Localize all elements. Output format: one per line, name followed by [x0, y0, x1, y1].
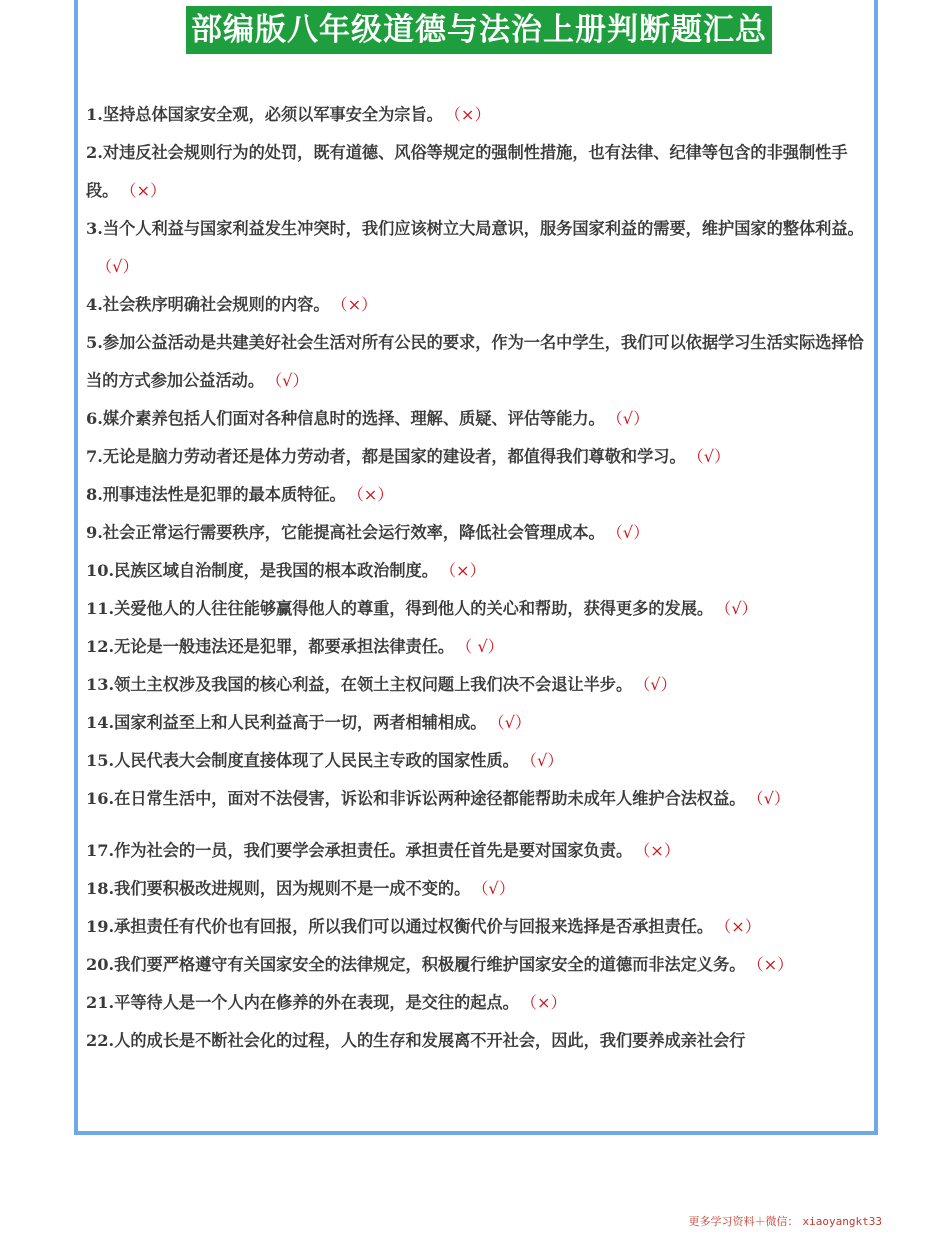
question-answer: （×） [642, 841, 681, 860]
question-text: 对违反社会规则行为的处罚，既有道德、风俗等规定的强制性措施，也有法律、纪律等包含的非强制性手段。 [86, 143, 848, 200]
question-text: 民族区域自治制度，是我国的根本政治制度。 [114, 561, 438, 580]
question-answer: （√） [96, 257, 139, 276]
question-text: 参加公益活动是共建美好社会生活对所有公民的要求，作为一名中学生，我们可以依据学习生活实际选择恰当的方式参加公益活动。 [86, 333, 864, 390]
question-number: 7. [86, 447, 103, 466]
question-number: 4. [86, 295, 103, 314]
question-text: 社会正常运行需要秩序，它能提高社会运行效率，降低社会管理成本。 [102, 523, 605, 542]
footer-account: xiaoyangkt33 [802, 1215, 882, 1228]
question-text: 无论是一般违法还是犯罪，都要承担法律责任。 [114, 637, 455, 656]
question-item [86, 946, 876, 984]
question-number: 3. [86, 219, 103, 238]
question-number: 5. [86, 333, 103, 352]
question-text: 人的成长是不断社会化的过程，人的生存和发展离不开社会，因此，我们要养成亲社会行 [114, 1031, 746, 1050]
question-list [86, 96, 876, 1060]
question-number: 13. [86, 675, 115, 694]
footer-note [689, 1213, 882, 1229]
question-item [86, 908, 876, 946]
question-number: 12. [86, 637, 115, 656]
question-answer: （×） [528, 993, 567, 1012]
question-answer: （√） [642, 675, 677, 694]
question-text: 坚持总体国家安全观，必须以军事安全为宗旨。 [102, 105, 443, 124]
footer-text: 更多学习资料＋微信： [688, 1215, 799, 1228]
question-number: 15. [86, 751, 115, 770]
question-answer: （×） [339, 295, 378, 314]
question-text: 无论是脑力劳动者还是体力劳动者，都是国家的建设者，都值得我们尊敬和学习。 [102, 447, 686, 466]
question-number: 6. [86, 409, 103, 428]
question-answer: （ √） [464, 637, 504, 656]
question-item [86, 590, 876, 628]
question-answer: （×） [128, 181, 167, 200]
question-item [86, 438, 876, 476]
question-item [86, 286, 876, 324]
question-item [86, 552, 876, 590]
question-item [86, 400, 876, 438]
question-number: 10. [86, 561, 115, 580]
question-number: 17. [86, 841, 115, 860]
question-number: 20. [86, 955, 115, 974]
question-item [86, 1022, 876, 1060]
question-answer: （×） [355, 485, 394, 504]
question-answer: （×） [447, 561, 486, 580]
question-item [86, 324, 876, 400]
question-number: 18. [86, 879, 115, 898]
question-number: 22. [86, 1031, 115, 1050]
question-text: 当个人利益与国家利益发生冲突时，我们应该树立大局意识，服务国家利益的需要，维护国家的整体利益。 [102, 219, 864, 238]
question-number: 1. [86, 105, 103, 124]
question-answer: （√） [496, 713, 532, 732]
question-item [86, 134, 876, 210]
question-text: 刑事违法性是犯罪的最本质特征。 [102, 485, 346, 504]
question-item [86, 514, 876, 552]
question-text: 国家利益至上和人民利益高于一切，两者相辅相成。 [114, 713, 487, 732]
question-answer: （×） [723, 917, 761, 936]
question-item [86, 210, 876, 286]
question-item [86, 628, 876, 666]
question-answer: （√） [723, 599, 758, 618]
spacer [86, 818, 876, 832]
question-number: 11. [86, 599, 115, 618]
question-answer: （√） [695, 447, 731, 466]
question-number: 8. [86, 485, 103, 504]
question-item [86, 780, 876, 818]
question-text: 关爱他人的人往往能够赢得他人的尊重，得到他人的关心和帮助，获得更多的发展。 [114, 599, 714, 618]
question-item [86, 476, 876, 514]
question-text: 承担责任有代价也有回报，所以我们可以通过权衡代价与回报来选择是否承担责任。 [114, 917, 714, 936]
question-answer: （×） [452, 105, 491, 124]
question-item [86, 666, 876, 704]
question-answer: （√） [528, 751, 564, 770]
question-item [86, 704, 876, 742]
question-answer: （√） [480, 879, 515, 898]
question-item [86, 96, 876, 134]
question-text: 我们要积极改进规则，因为规则不是一成不变的。 [114, 879, 471, 898]
question-number: 16. [86, 789, 115, 808]
question-answer: （×） [755, 955, 794, 974]
question-text: 人民代表大会制度直接体现了人民民主专政的国家性质。 [114, 751, 519, 770]
question-item [86, 742, 876, 780]
question-number: 2. [86, 143, 103, 162]
question-text: 作为社会的一员，我们要学会承担责任。承担责任首先是要对国家负责。 [114, 841, 633, 860]
question-answer: （√） [614, 523, 650, 542]
question-text: 媒介素养包括人们面对各种信息时的选择、理解、质疑、评估等能力。 [102, 409, 605, 428]
question-item [86, 870, 876, 908]
question-text: 平等待人是一个人内在修养的外在表现，是交往的起点。 [114, 993, 519, 1012]
question-number: 19. [86, 917, 115, 936]
question-number: 14. [86, 713, 115, 732]
question-answer: （√） [614, 409, 650, 428]
question-text: 在日常生活中，面对不法侵害，诉讼和非诉讼两种途径都能帮助未成年人维护合法权益。 [114, 789, 746, 808]
question-answer: （√） [755, 789, 791, 808]
page-title: 部编版八年级道德与法治上册判断题汇总 [186, 6, 772, 54]
question-item [86, 832, 876, 870]
question-number: 9. [86, 523, 103, 542]
question-answer: （√） [274, 371, 309, 390]
question-text: 社会秩序明确社会规则的内容。 [102, 295, 330, 314]
question-text: 我们要严格遵守有关国家安全的法律规定，积极履行维护国家安全的道德而非法定义务。 [114, 955, 746, 974]
question-item [86, 984, 876, 1022]
question-text: 领土主权涉及我国的核心利益，在领土主权问题上我们决不会退让半步。 [114, 675, 633, 694]
question-number: 21. [86, 993, 115, 1012]
